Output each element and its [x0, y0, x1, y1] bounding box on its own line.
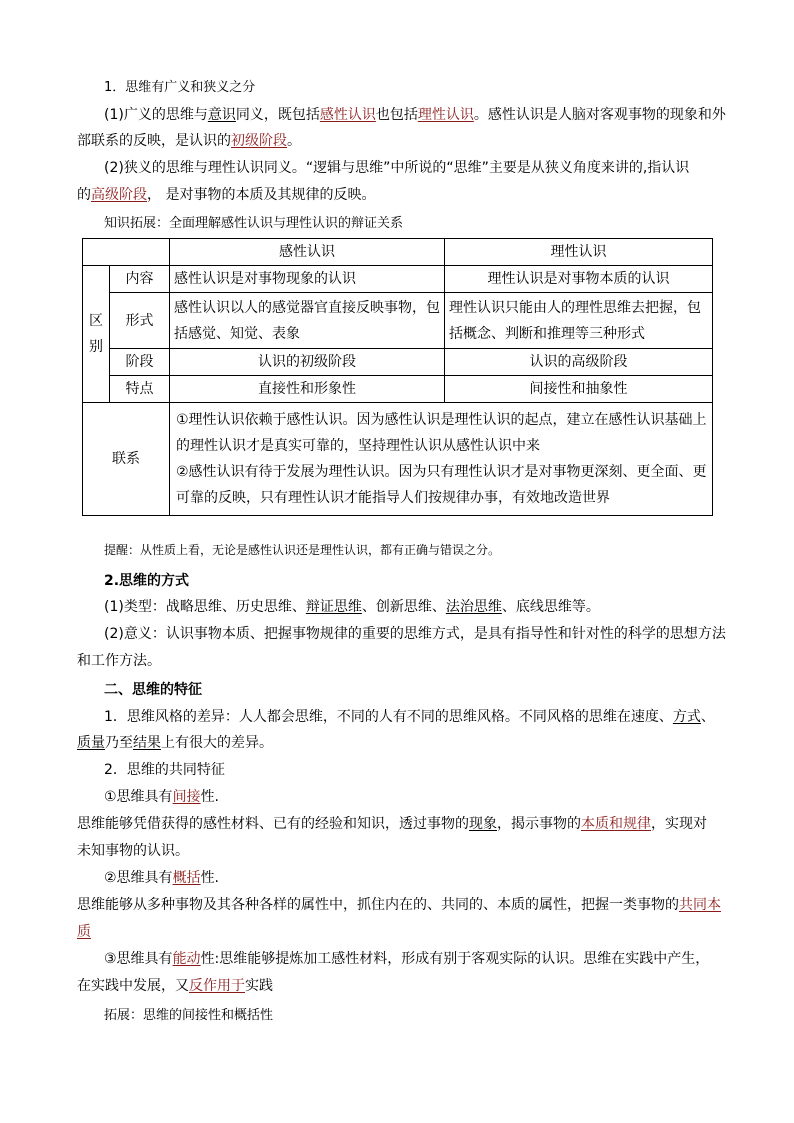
feature-active-line-1: ③思维具有能动性:思维能够提炼加工感性材料，形成有别于客观实际的认识。思维在实践中产生，	[104, 951, 710, 967]
feature-active-line-2: 在实践中发展，又反作用于实践	[77, 978, 273, 994]
cell-rational-feature: 间接性和抽象性	[445, 375, 713, 402]
reminder-note: 提醒：从性质上看，无论是感性认识还是理性认识，都有正确与错误之分。	[104, 543, 501, 557]
table-header-row	[83, 239, 713, 266]
style-difference-line-1: 1．思维风格的差异：人人都会思维，不同的人有不同的思维风格。不同风格的思维在速度、方式、	[104, 709, 715, 725]
row-label-content: 内容	[110, 266, 170, 293]
knowledge-extension-label: 知识拓展：全面理解感性认识与理性认识的辩证关系	[104, 216, 404, 231]
section-3-title: 二、思维的特征	[104, 682, 202, 698]
cell-perceptual-feature: 直接性和形象性	[170, 375, 445, 402]
section-1-title: 1．思维有广义和狭义之分	[104, 80, 256, 95]
table-row	[83, 348, 713, 375]
feature-general: ②思维具有概括性.	[104, 870, 220, 886]
significance-line-1: (2)意义：认识事物本质、把握事物规律的重要的思维方式，是具有指导性和针对性的科学的思想方法	[104, 626, 726, 642]
cell-connection	[170, 403, 713, 516]
table-corner-cell	[83, 239, 170, 266]
paragraph-1-line-2: 部联系的反映，是认识的初级阶段。	[77, 133, 301, 149]
feature-general-desc-line-1: 思维能够从多种事物及其各种各样的属性中，抓住内在的、共同的、本质的属性，把握一类事物的共同本	[77, 897, 721, 913]
feature-general-desc-line-2: 质	[77, 924, 91, 940]
connection-line-3: ②感性认识有待于发展为理性认识。因为只有理性认识才是对事物更深刻、更全面、更	[176, 464, 707, 481]
cell-rational-content: 理性认识是对事物本质的认识	[445, 266, 713, 293]
row-label-stage: 阶段	[110, 348, 170, 375]
table-row	[83, 375, 713, 402]
cell-perceptual-stage: 认识的初级阶段	[170, 348, 445, 375]
extension-label: 拓展：思维的间接性和概括性	[104, 1008, 274, 1023]
row-label-form: 形式	[110, 293, 170, 348]
types-line: (1)类型：战略思维、历史思维、辩证思维、创新思维、法治思维、底线思维等。	[104, 599, 600, 615]
significance-line-2: 和工作方法。	[77, 653, 161, 669]
table-row-connection	[83, 403, 713, 516]
section-2-title: 2.思维的方式	[104, 573, 190, 589]
paragraph-1-line-1: (1)广义的思维与意识同义，既包括感性认识也包括理性认识。感性认识是人脑对客观事物的现象和外	[104, 107, 726, 123]
connection-line-1: ①理性认识依赖于感性认识。因为感性认识是理性认识的起点，建立在感性认识基础上	[176, 412, 707, 429]
row-label-connection: 联系	[83, 403, 170, 516]
cell-perceptual-content: 感性认识是对事物现象的认识	[170, 266, 445, 293]
feature-indirect-desc-line-1: 思维能够凭借获得的感性材料、已有的经验和知识，透过事物的现象，揭示事物的本质和规律，实现对	[77, 816, 707, 832]
feature-indirect: ①思维具有间接性.	[104, 789, 220, 805]
cell-perceptual-form: 感性认识以人的感觉器官直接反映事物，包括感觉、知觉、表象	[170, 293, 445, 348]
group-label-difference: 区别	[83, 266, 110, 403]
paragraph-2-line-2: 的高级阶段， 是对事物的本质及其规律的反映。	[77, 187, 376, 203]
comparison-table	[82, 238, 713, 516]
style-difference-line-2: 质量乃至结果上有很大的差异。	[77, 735, 273, 751]
cell-rational-stage: 认识的高级阶段	[445, 348, 713, 375]
row-label-feature: 特点	[110, 375, 170, 402]
cell-rational-form: 理性认识只能由人的理性思维去把握，包括概念、判断和推理等三种形式	[445, 293, 713, 348]
table-row	[83, 266, 713, 293]
header-rational: 理性认识	[445, 239, 713, 266]
table-row	[83, 293, 713, 348]
connection-line-2: 的理性认识才是真实可靠的，坚持理性认识从感性认识中来	[176, 438, 540, 455]
header-perceptual: 感性认识	[170, 239, 445, 266]
paragraph-2-line-1: (2)狭义的思维与理性认识同义。“逻辑与思维”中所说的“思维”主要是从狭义角度来讲的,指认识	[104, 160, 690, 176]
common-features-heading: 2．思维的共同特征	[104, 762, 225, 778]
connection-line-4: 可靠的反映，只有理性认识才能指导人们按规律办事，有效地改造世界	[176, 490, 610, 507]
feature-indirect-desc-line-2: 未知事物的认识。	[77, 843, 189, 859]
